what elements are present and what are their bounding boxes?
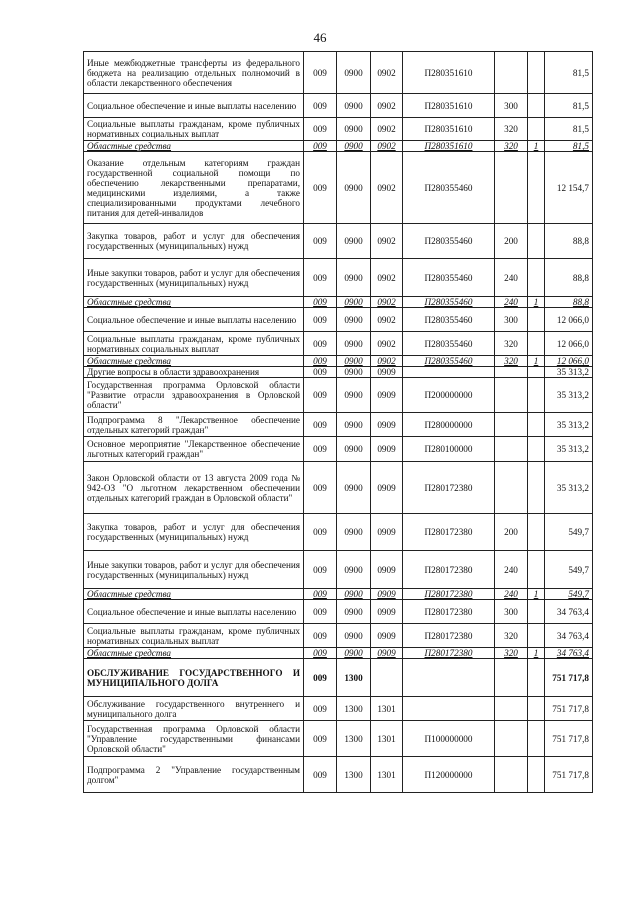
cell-source	[528, 757, 545, 793]
row-name: Закупка товаров, работ и услуг для обеспечения государственных (муниципальных) нужд	[84, 514, 304, 551]
cell-amount: 751 717,8	[545, 721, 593, 757]
table-row	[84, 648, 593, 659]
row-name: Социальное обеспечение и иные выплаты населению	[84, 308, 304, 332]
cell-amount: 549,7	[545, 551, 593, 589]
row-name: ОБСЛУЖИВАНИЕ ГОСУДАРСТВЕННОГО И МУНИЦИПАЛЬНОГО ДОЛГА	[84, 659, 304, 697]
table-row	[84, 356, 593, 367]
cell-target-article	[403, 367, 495, 378]
cell-grbs: 009	[304, 757, 337, 793]
cell-subsection: 0902	[371, 152, 403, 224]
row-name: Обслуживание государственного внутреннего и муниципального долга	[84, 697, 304, 721]
cell-grbs: 009	[304, 648, 337, 659]
table-row	[84, 697, 593, 721]
row-name: Областные средства	[84, 356, 304, 367]
cell-grbs: 009	[304, 332, 337, 356]
cell-grbs: 009	[304, 367, 337, 378]
cell-grbs: 009	[304, 356, 337, 367]
cell-section: 0900	[337, 589, 371, 600]
cell-source	[528, 551, 545, 589]
cell-amount: 12 066,0	[545, 308, 593, 332]
cell-section: 0900	[337, 378, 371, 413]
cell-section: 0900	[337, 367, 371, 378]
cell-subsection: 0902	[371, 224, 403, 259]
cell-grbs: 009	[304, 141, 337, 152]
table-row	[84, 367, 593, 378]
cell-subsection: 0909	[371, 624, 403, 648]
cell-expense-type	[495, 413, 528, 437]
cell-target-article: П280355460	[403, 152, 495, 224]
cell-subsection: 0909	[371, 462, 403, 514]
cell-grbs: 009	[304, 94, 337, 118]
cell-source	[528, 152, 545, 224]
cell-section: 0900	[337, 52, 371, 94]
cell-expense-type: 320	[495, 118, 528, 141]
cell-subsection: 0909	[371, 600, 403, 624]
cell-expense-type	[495, 152, 528, 224]
table-row	[84, 624, 593, 648]
row-name: Основное мероприятие "Лекарственное обеспечение льготных категорий граждан"	[84, 437, 304, 462]
cell-subsection: 0909	[371, 648, 403, 659]
cell-subsection: 0909	[371, 413, 403, 437]
cell-grbs: 009	[304, 697, 337, 721]
cell-section: 0900	[337, 356, 371, 367]
cell-target-article: П280355460	[403, 259, 495, 297]
row-name: Социальное обеспечение и иные выплаты населению	[84, 600, 304, 624]
cell-grbs: 009	[304, 600, 337, 624]
table-row	[84, 757, 593, 793]
row-name: Другие вопросы в области здравоохранения	[84, 367, 304, 378]
row-name: Оказание отдельным категориям граждан государственной социальной помощи по обеспечению лекарственными препаратами, медицинскими изделиями, а также специализированными продуктами лечебного питания для детей-инвалидов	[84, 152, 304, 224]
cell-subsection: 0909	[371, 367, 403, 378]
cell-subsection: 0902	[371, 141, 403, 152]
cell-source	[528, 224, 545, 259]
row-name: Закупка товаров, работ и услуг для обеспечения государственных (муниципальных) нужд	[84, 224, 304, 259]
cell-expense-type: 320	[495, 141, 528, 152]
cell-section: 0900	[337, 141, 371, 152]
cell-amount: 549,7	[545, 514, 593, 551]
cell-amount: 34 763,4	[545, 648, 593, 659]
cell-expense-type	[495, 757, 528, 793]
cell-target-article: П280351610	[403, 52, 495, 94]
row-name: Государственная программа Орловской области "Управление государственными финансами Орловской области"	[84, 721, 304, 757]
row-name: Областные средства	[84, 648, 304, 659]
cell-target-article: П280355460	[403, 297, 495, 308]
cell-subsection: 0902	[371, 118, 403, 141]
cell-grbs: 009	[304, 514, 337, 551]
table-row	[84, 589, 593, 600]
cell-amount: 12 066,0	[545, 332, 593, 356]
row-name: Социальные выплаты гражданам, кроме публичных нормативных социальных выплат	[84, 332, 304, 356]
cell-target-article: П280172380	[403, 600, 495, 624]
budget-table	[83, 51, 593, 793]
row-name: Иные межбюджетные трансферты из федерального бюджета на реализацию отдельных полномочий в области лекарственного обеспечения	[84, 52, 304, 94]
cell-source	[528, 52, 545, 94]
cell-grbs: 009	[304, 259, 337, 297]
row-name: Закон Орловской области от 13 августа 2009 года № 942-ОЗ "О льготном лекарственном обеспечении отдельных категорий граждан в Орловской области"	[84, 462, 304, 514]
cell-target-article: П280172380	[403, 648, 495, 659]
cell-expense-type: 240	[495, 259, 528, 297]
cell-expense-type: 240	[495, 589, 528, 600]
cell-amount: 751 717,8	[545, 757, 593, 793]
cell-section: 0900	[337, 152, 371, 224]
cell-grbs: 009	[304, 462, 337, 514]
cell-source	[528, 721, 545, 757]
cell-section: 0900	[337, 437, 371, 462]
cell-source: 1	[528, 648, 545, 659]
cell-source	[528, 94, 545, 118]
cell-section: 1300	[337, 721, 371, 757]
cell-subsection: 0902	[371, 308, 403, 332]
row-name: Областные средства	[84, 297, 304, 308]
table-row	[84, 94, 593, 118]
cell-amount: 88,8	[545, 297, 593, 308]
cell-amount: 12 066,0	[545, 356, 593, 367]
cell-source	[528, 659, 545, 697]
cell-amount: 35 313,2	[545, 413, 593, 437]
cell-target-article: П280355460	[403, 224, 495, 259]
cell-subsection: 0909	[371, 551, 403, 589]
table-row	[84, 600, 593, 624]
cell-target-article: П280172380	[403, 624, 495, 648]
cell-target-article: П280172380	[403, 551, 495, 589]
cell-grbs: 009	[304, 118, 337, 141]
cell-expense-type: 200	[495, 514, 528, 551]
cell-expense-type: 300	[495, 600, 528, 624]
cell-source	[528, 378, 545, 413]
cell-section: 0900	[337, 413, 371, 437]
cell-target-article: П280172380	[403, 589, 495, 600]
cell-source	[528, 514, 545, 551]
cell-target-article: П280351610	[403, 94, 495, 118]
cell-section: 0900	[337, 551, 371, 589]
cell-source	[528, 624, 545, 648]
cell-source: 1	[528, 589, 545, 600]
table-row	[84, 118, 593, 141]
cell-amount: 35 313,2	[545, 462, 593, 514]
cell-subsection: 1301	[371, 721, 403, 757]
row-name: Областные средства	[84, 141, 304, 152]
cell-source	[528, 600, 545, 624]
cell-expense-type	[495, 721, 528, 757]
cell-amount: 81,5	[545, 118, 593, 141]
cell-expense-type: 320	[495, 356, 528, 367]
cell-section: 0900	[337, 118, 371, 141]
cell-expense-type: 320	[495, 648, 528, 659]
table-row	[84, 52, 593, 94]
cell-target-article: П100000000	[403, 721, 495, 757]
table-row	[84, 659, 593, 697]
cell-section: 0900	[337, 94, 371, 118]
cell-section: 0900	[337, 514, 371, 551]
cell-grbs: 009	[304, 413, 337, 437]
cell-subsection: 0902	[371, 356, 403, 367]
cell-subsection: 1301	[371, 757, 403, 793]
cell-target-article: П280351610	[403, 118, 495, 141]
cell-expense-type: 320	[495, 332, 528, 356]
cell-section: 0900	[337, 462, 371, 514]
cell-subsection: 0902	[371, 94, 403, 118]
cell-source	[528, 413, 545, 437]
cell-amount: 81,5	[545, 141, 593, 152]
cell-source	[528, 367, 545, 378]
cell-expense-type: 200	[495, 224, 528, 259]
cell-expense-type: 240	[495, 297, 528, 308]
cell-target-article	[403, 697, 495, 721]
cell-section: 0900	[337, 648, 371, 659]
cell-target-article	[403, 659, 495, 697]
cell-subsection: 0902	[371, 332, 403, 356]
cell-amount: 35 313,2	[545, 367, 593, 378]
cell-subsection: 0902	[371, 259, 403, 297]
cell-section: 1300	[337, 697, 371, 721]
cell-target-article: П280351610	[403, 141, 495, 152]
cell-source	[528, 332, 545, 356]
table-row	[84, 332, 593, 356]
cell-grbs: 009	[304, 589, 337, 600]
cell-section: 0900	[337, 624, 371, 648]
row-name: Социальные выплаты гражданам, кроме публичных нормативных социальных выплат	[84, 118, 304, 141]
table-row	[84, 413, 593, 437]
cell-target-article: П280172380	[403, 462, 495, 514]
cell-section: 1300	[337, 757, 371, 793]
cell-target-article: П280355460	[403, 356, 495, 367]
cell-amount: 35 313,2	[545, 437, 593, 462]
cell-grbs: 009	[304, 721, 337, 757]
cell-expense-type	[495, 367, 528, 378]
cell-target-article: П280000000	[403, 413, 495, 437]
table-row	[84, 141, 593, 152]
cell-source	[528, 697, 545, 721]
cell-expense-type: 300	[495, 94, 528, 118]
cell-expense-type	[495, 52, 528, 94]
cell-target-article: П200000000	[403, 378, 495, 413]
cell-grbs: 009	[304, 308, 337, 332]
cell-target-article: П120000000	[403, 757, 495, 793]
cell-subsection	[371, 659, 403, 697]
cell-grbs: 009	[304, 378, 337, 413]
cell-amount: 549,7	[545, 589, 593, 600]
cell-grbs: 009	[304, 624, 337, 648]
cell-subsection: 1301	[371, 697, 403, 721]
cell-source	[528, 118, 545, 141]
cell-amount: 88,8	[545, 259, 593, 297]
cell-section: 0900	[337, 600, 371, 624]
table-row	[84, 224, 593, 259]
table-row	[84, 514, 593, 551]
cell-source	[528, 437, 545, 462]
table-row	[84, 437, 593, 462]
cell-target-article: П280355460	[403, 332, 495, 356]
page-number: 46	[313, 30, 327, 45]
cell-expense-type	[495, 697, 528, 721]
row-name: Иные закупки товаров, работ и услуг для обеспечения государственных (муниципальных) нужд	[84, 259, 304, 297]
row-name: Подпрограмма 8 "Лекарственное обеспечение отдельных категорий граждан"	[84, 413, 304, 437]
cell-subsection: 0902	[371, 297, 403, 308]
cell-expense-type	[495, 437, 528, 462]
cell-amount: 34 763,4	[545, 624, 593, 648]
cell-subsection: 0909	[371, 437, 403, 462]
cell-amount: 88,8	[545, 224, 593, 259]
cell-amount: 81,5	[545, 94, 593, 118]
cell-grbs: 009	[304, 437, 337, 462]
cell-section: 1300	[337, 659, 371, 697]
cell-amount: 81,5	[545, 52, 593, 94]
cell-expense-type: 320	[495, 624, 528, 648]
table-row	[84, 721, 593, 757]
table-row	[84, 551, 593, 589]
cell-section: 0900	[337, 297, 371, 308]
table-row	[84, 308, 593, 332]
cell-expense-type	[495, 378, 528, 413]
cell-section: 0900	[337, 308, 371, 332]
cell-grbs: 009	[304, 551, 337, 589]
cell-target-article: П280100000	[403, 437, 495, 462]
row-name: Социальные выплаты гражданам, кроме публичных нормативных социальных выплат	[84, 624, 304, 648]
table-row	[84, 378, 593, 413]
cell-source: 1	[528, 141, 545, 152]
cell-source	[528, 308, 545, 332]
cell-subsection: 0909	[371, 589, 403, 600]
cell-grbs: 009	[304, 659, 337, 697]
cell-source: 1	[528, 297, 545, 308]
cell-source	[528, 259, 545, 297]
table-row	[84, 297, 593, 308]
table-row	[84, 259, 593, 297]
row-name: Областные средства	[84, 589, 304, 600]
cell-section: 0900	[337, 224, 371, 259]
cell-amount: 751 717,8	[545, 697, 593, 721]
cell-amount: 12 154,7	[545, 152, 593, 224]
cell-amount: 35 313,2	[545, 378, 593, 413]
cell-subsection: 0909	[371, 378, 403, 413]
cell-expense-type: 300	[495, 308, 528, 332]
cell-expense-type	[495, 462, 528, 514]
cell-amount: 34 763,4	[545, 600, 593, 624]
cell-expense-type	[495, 659, 528, 697]
cell-section: 0900	[337, 332, 371, 356]
row-name: Подпрограмма 2 "Управление государственным долгом"	[84, 757, 304, 793]
table-row	[84, 462, 593, 514]
row-name: Иные закупки товаров, работ и услуг для обеспечения государственных (муниципальных) нужд	[84, 551, 304, 589]
cell-grbs: 009	[304, 52, 337, 94]
cell-source: 1	[528, 356, 545, 367]
cell-subsection: 0909	[371, 514, 403, 551]
cell-grbs: 009	[304, 224, 337, 259]
row-name: Социальное обеспечение и иные выплаты населению	[84, 94, 304, 118]
cell-amount: 751 717,8	[545, 659, 593, 697]
cell-grbs: 009	[304, 297, 337, 308]
cell-subsection: 0902	[371, 52, 403, 94]
cell-target-article: П280355460	[403, 308, 495, 332]
table-row	[84, 152, 593, 224]
cell-target-article: П280172380	[403, 514, 495, 551]
cell-expense-type: 240	[495, 551, 528, 589]
cell-source	[528, 462, 545, 514]
cell-section: 0900	[337, 259, 371, 297]
cell-grbs: 009	[304, 152, 337, 224]
row-name: Государственная программа Орловской области "Развитие отрасли здравоохранения в Орловской области"	[84, 378, 304, 413]
